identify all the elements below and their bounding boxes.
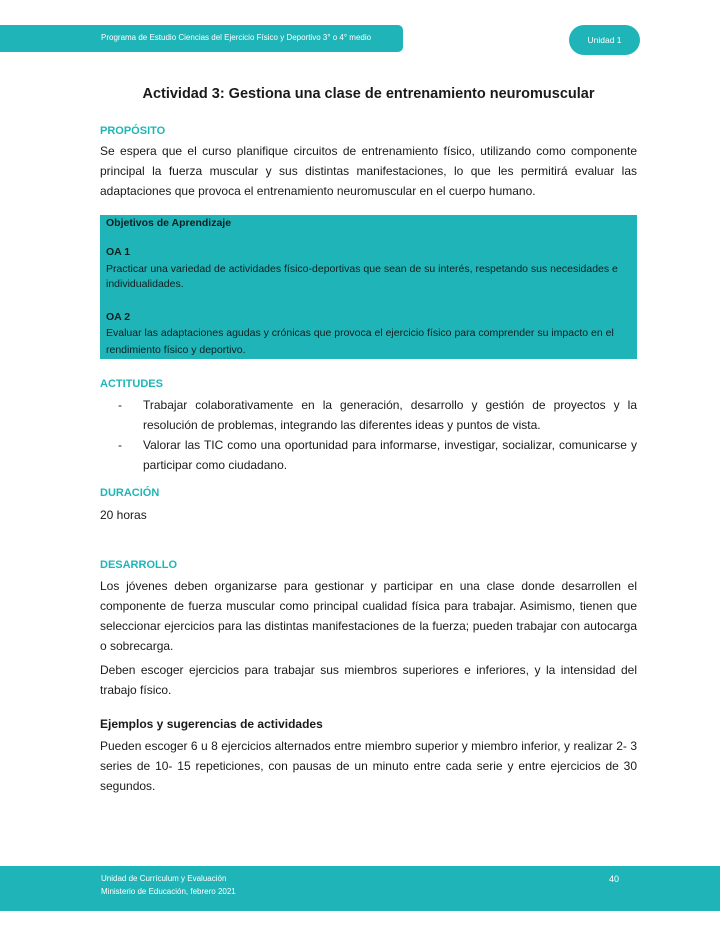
oa1-text-line2: individualidades. (106, 278, 184, 290)
oa1-text-line1: Practicar una variedad de actividades físico-deportivas que sean de su interés, respetando sus necesidades e (106, 263, 618, 275)
list-item (100, 395, 637, 435)
objetivos-box (100, 215, 637, 359)
ejemplos-text: Pueden escoger 6 u 8 ejercicios alternados entre miembro superior y miembro inferior, y realizar 2- 3 series de 10- 15 repeticiones, con pausas de un minuto entre cada serie y entre ejercicios de 30 segundos. (100, 739, 637, 793)
duracion-heading: DURACIÓN (100, 487, 160, 499)
program-title: Programa de Estudio Ciencias del Ejercicio Físico y Deportivo 3° o 4° medio (101, 33, 372, 42)
footer-unit: Unidad de Currículum y Evaluación (101, 874, 227, 883)
header-bar (0, 25, 403, 52)
oa2-label: OA 2 (106, 311, 131, 323)
list-item-text: Trabajar colaborativamente en la generación, desarrollo y gestión de proyectos y la resolución de problemas, integrando las diferentes ideas y puntos de vista. (143, 398, 637, 432)
ejemplos-heading: Ejemplos y sugerencias de actividades (100, 717, 323, 731)
desarrollo-para2: Deben escoger ejercicios para trabajar sus miembros superiores e inferiores, y la intensidad del trabajo físico. (100, 663, 637, 697)
list-item (100, 435, 637, 475)
list-item-text: Valorar las TIC como una oportunidad para informarse, investigar, socializar, comunicarse y participar como ciudadano. (143, 438, 637, 472)
duracion-value: 20 horas (100, 508, 147, 522)
actitudes-list (100, 395, 637, 475)
oa2-text-line1: Evaluar las adaptaciones agudas y crónicas que provoca el ejercicio físico para comprender su impacto en el (106, 327, 614, 339)
footer-ministry: Ministerio de Educación, febrero 2021 (101, 887, 236, 896)
oa2-text-line2: rendimiento físico y deportivo. (106, 344, 246, 356)
oa1-label: OA 1 (106, 246, 131, 258)
page-number: 40 (609, 874, 620, 884)
desarrollo-heading: DESARROLLO (100, 559, 177, 571)
proposito-text: Se espera que el curso planifique circuitos de entrenamiento físico, utilizando como componente principal la fuerza muscular y sus distintas manifestaciones, lo que les permitirá evaluar las adaptaciones que provoca el entrenamiento neuromuscular en el cuerpo humano. (100, 144, 637, 198)
bullet-dash: - (118, 438, 122, 452)
unit-badge: Unidad 1 (569, 25, 640, 55)
desarrollo-para1: Los jóvenes deben organizarse para gestionar y participar en una clase donde desarrollen el componente de fuerza muscular como principal cualidad física para trabajar. Asimismo, tienen que seleccionar ejercicios para las distintas manifestaciones de la fuerza; pueden trabajar con autocarga o sobrecarga. (100, 579, 637, 653)
bullet-dash: - (118, 398, 122, 412)
objetivos-heading: Objetivos de Aprendizaje (106, 217, 232, 229)
actitudes-heading: ACTITUDES (100, 378, 163, 390)
page-title: Actividad 3: Gestiona una clase de entrenamiento neuromuscular (142, 86, 595, 102)
proposito-heading: PROPÓSITO (100, 125, 166, 137)
footer-bar (0, 866, 720, 911)
